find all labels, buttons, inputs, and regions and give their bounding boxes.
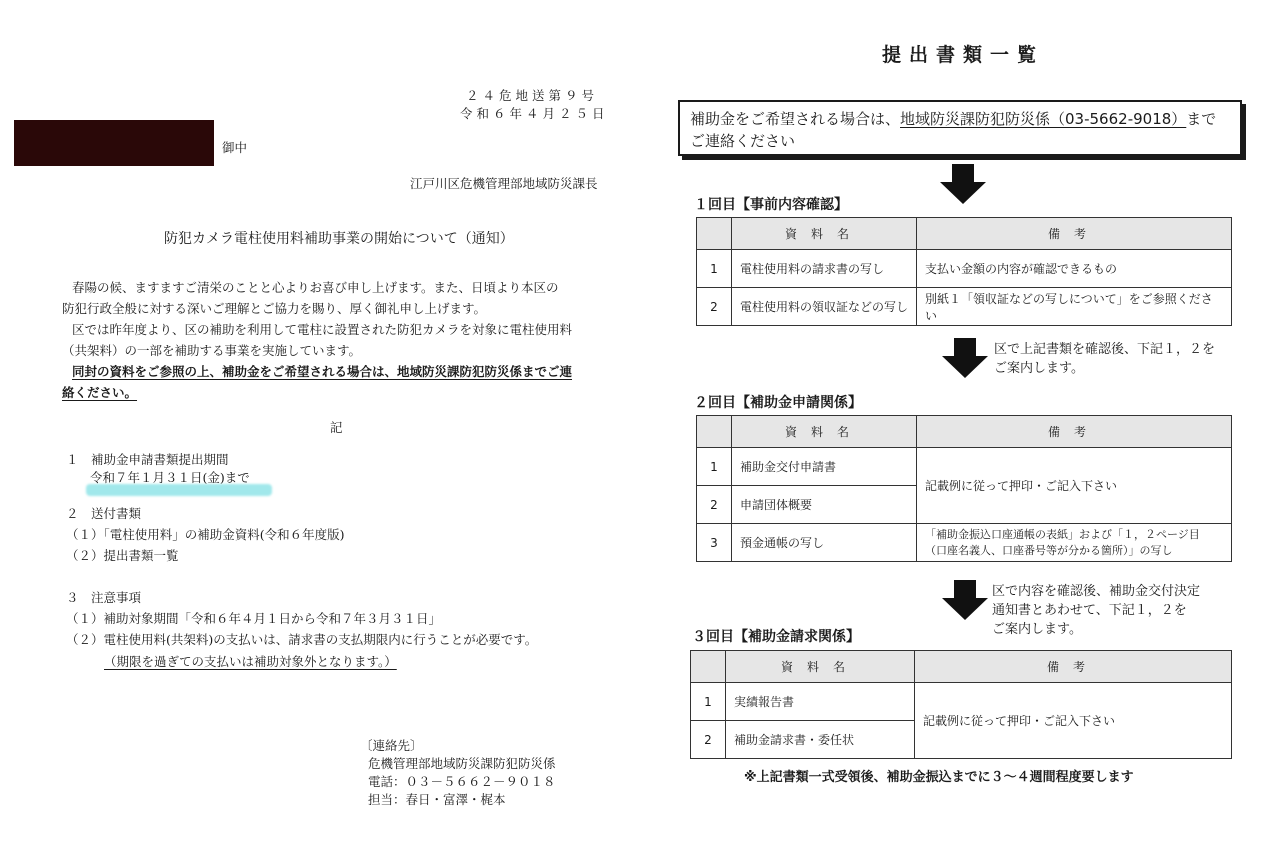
row-no: 2 xyxy=(697,486,732,524)
body-line-3: 区では昨年度より、区の補助を利用して電柱に設置された防犯カメラを対象に電柱使用料 xyxy=(72,322,573,337)
col-note: 備考 xyxy=(915,651,1232,683)
item2-line-2: （２）提出書類一覧 xyxy=(66,548,179,563)
round1-after-line-1: 区で上記書類を確認後、下記１，２を xyxy=(994,342,1216,357)
contact-dept: 危機管理部地域防災課防犯防災係 xyxy=(368,756,556,771)
contact-phone: 電話：０３－５６６２－９０１８ xyxy=(368,774,556,789)
item2-heading: ２ 送付書類 xyxy=(66,506,142,521)
col-name: 資料名 xyxy=(732,218,917,250)
table-row xyxy=(691,683,1232,721)
col-note: 備考 xyxy=(917,416,1232,448)
row-name: 実績報告書 xyxy=(726,683,915,721)
item1-value: 令和７年１月３１日(金)まで xyxy=(90,470,250,485)
item3-line-2: （２）電柱使用料(共架料)の支払いは、請求書の支払期限内に行うことが必要です。 xyxy=(66,632,538,647)
row-note xyxy=(917,524,1232,562)
item3-heading: ３ 注意事項 xyxy=(66,590,142,605)
doc-date: 令和６年４月２５日 xyxy=(460,106,609,121)
body-line-4: （共架料）の一部を補助する事業を実施しています。 xyxy=(62,343,362,358)
down-arrow-icon xyxy=(938,164,988,206)
round1-after-line-2: ご案内します。 xyxy=(994,361,1084,376)
redacted-recipient xyxy=(14,120,214,166)
col-no xyxy=(691,651,726,683)
row-name: 申請団体概要 xyxy=(732,486,917,524)
round1-table xyxy=(696,217,1232,326)
item3-note: （期限を過ぎての支払いは補助対象外となります。） xyxy=(104,654,397,669)
round2-title: ２回目【補助金申請関係】 xyxy=(694,395,862,411)
row-note: 記載例に従って押印・ご記入下さい xyxy=(917,448,1232,524)
notice-title: 防犯カメラ電柱使用料補助事業の開始について（通知） xyxy=(164,231,514,247)
round1-after xyxy=(994,340,1215,378)
col-name: 資料名 xyxy=(726,651,915,683)
round3-table xyxy=(690,650,1232,759)
round3-title: ３回目【補助金請求関係】 xyxy=(692,629,860,645)
round2-after-line-2: 通知書とあわせて、下記１，２を xyxy=(992,603,1187,618)
item3-line-1: （１）補助対象期間「令和６年４月１日から令和７年３月３１日」 xyxy=(66,611,442,626)
notice-text-post: までご連絡ください xyxy=(690,110,1217,150)
row-no: 3 xyxy=(697,524,732,562)
down-arrow-icon xyxy=(940,580,990,622)
row-no: 2 xyxy=(691,721,726,759)
col-no xyxy=(697,218,732,250)
table-row xyxy=(697,250,1232,288)
round2-after-line-1: 区で内容を確認後、補助金交付決定 xyxy=(992,584,1201,599)
recipient-suffix: 御中 xyxy=(222,140,248,155)
table-row xyxy=(697,288,1232,326)
row-name: 電柱使用料の領収証などの写し xyxy=(732,288,917,326)
round1-title: １回目【事前内容確認】 xyxy=(694,197,848,213)
round2-after-line-3: ご案内します。 xyxy=(992,622,1082,637)
row-note: 支払い金額の内容が確認できるもの xyxy=(917,250,1232,288)
body-line-1: 春陽の候、ますますご清栄のことと心よりお喜び申し上げます。また、日頃より本区の xyxy=(72,280,559,295)
notice-contact: 地域防災課防犯防災係（03-5662-9018） xyxy=(900,110,1187,128)
table-row xyxy=(697,524,1232,562)
down-arrow-icon xyxy=(940,338,990,380)
row-no: 1 xyxy=(691,683,726,721)
ki-heading: 記 xyxy=(330,420,343,435)
row-name: 補助金請求書・委任状 xyxy=(726,721,915,759)
contact-notice xyxy=(678,100,1242,156)
contact-staff: 担当：春日・富澤・梶本 xyxy=(368,792,506,807)
row-note: 別紙１「領収証などの写しについて」をご参照ください xyxy=(917,288,1232,326)
body-line-5: 同封の資料をご参照の上、補助金をご希望される場合は、地域防災課防犯防災係までご連 xyxy=(72,364,573,379)
row-name: 補助金交付申請書 xyxy=(732,448,917,486)
row-no: 1 xyxy=(697,250,732,288)
col-note: 備考 xyxy=(917,218,1232,250)
round2-table xyxy=(696,415,1232,562)
item2-line-1: （１）「電柱使用料」の補助金資料(令和６年度版) xyxy=(66,527,345,542)
row-name: 預金通帳の写し xyxy=(732,524,917,562)
row-note: 記載例に従って押印・ご記入下さい xyxy=(915,683,1232,759)
doc-number: ２４危地送第９号 xyxy=(466,88,599,103)
item1-heading: １ 補助金申請書類提出期間 xyxy=(66,452,229,467)
table-row xyxy=(697,448,1232,486)
footer-note: ※上記書類一式受領後、補助金振込までに３～４週間程度要します xyxy=(744,770,1134,785)
list-title: 提出書類一覧 xyxy=(882,44,1045,66)
round2-after xyxy=(992,582,1200,639)
contact-label: 〔連絡先〕 xyxy=(360,738,423,753)
notice-text-pre: 補助金をご希望される場合は、 xyxy=(690,110,901,128)
row-note-line-2: （口座名義人、口座番号等が分かる箇所）」の写し xyxy=(925,543,1173,557)
col-no xyxy=(697,416,732,448)
row-no: 1 xyxy=(697,448,732,486)
row-name: 電柱使用料の請求書の写し xyxy=(732,250,917,288)
row-note-line-1: 「補助金振込口座通帳の表紙」および「１，２ページ目 xyxy=(925,527,1200,541)
row-no: 2 xyxy=(697,288,732,326)
body-line-2: 防犯行政全般に対する深いご理解とご協力を賜り、厚く御礼申し上げます。 xyxy=(62,301,487,316)
sender: 江戸川区危機管理部地域防災課長 xyxy=(410,176,598,191)
body-line-6: 絡ください。 xyxy=(62,385,138,400)
col-name: 資料名 xyxy=(732,416,917,448)
